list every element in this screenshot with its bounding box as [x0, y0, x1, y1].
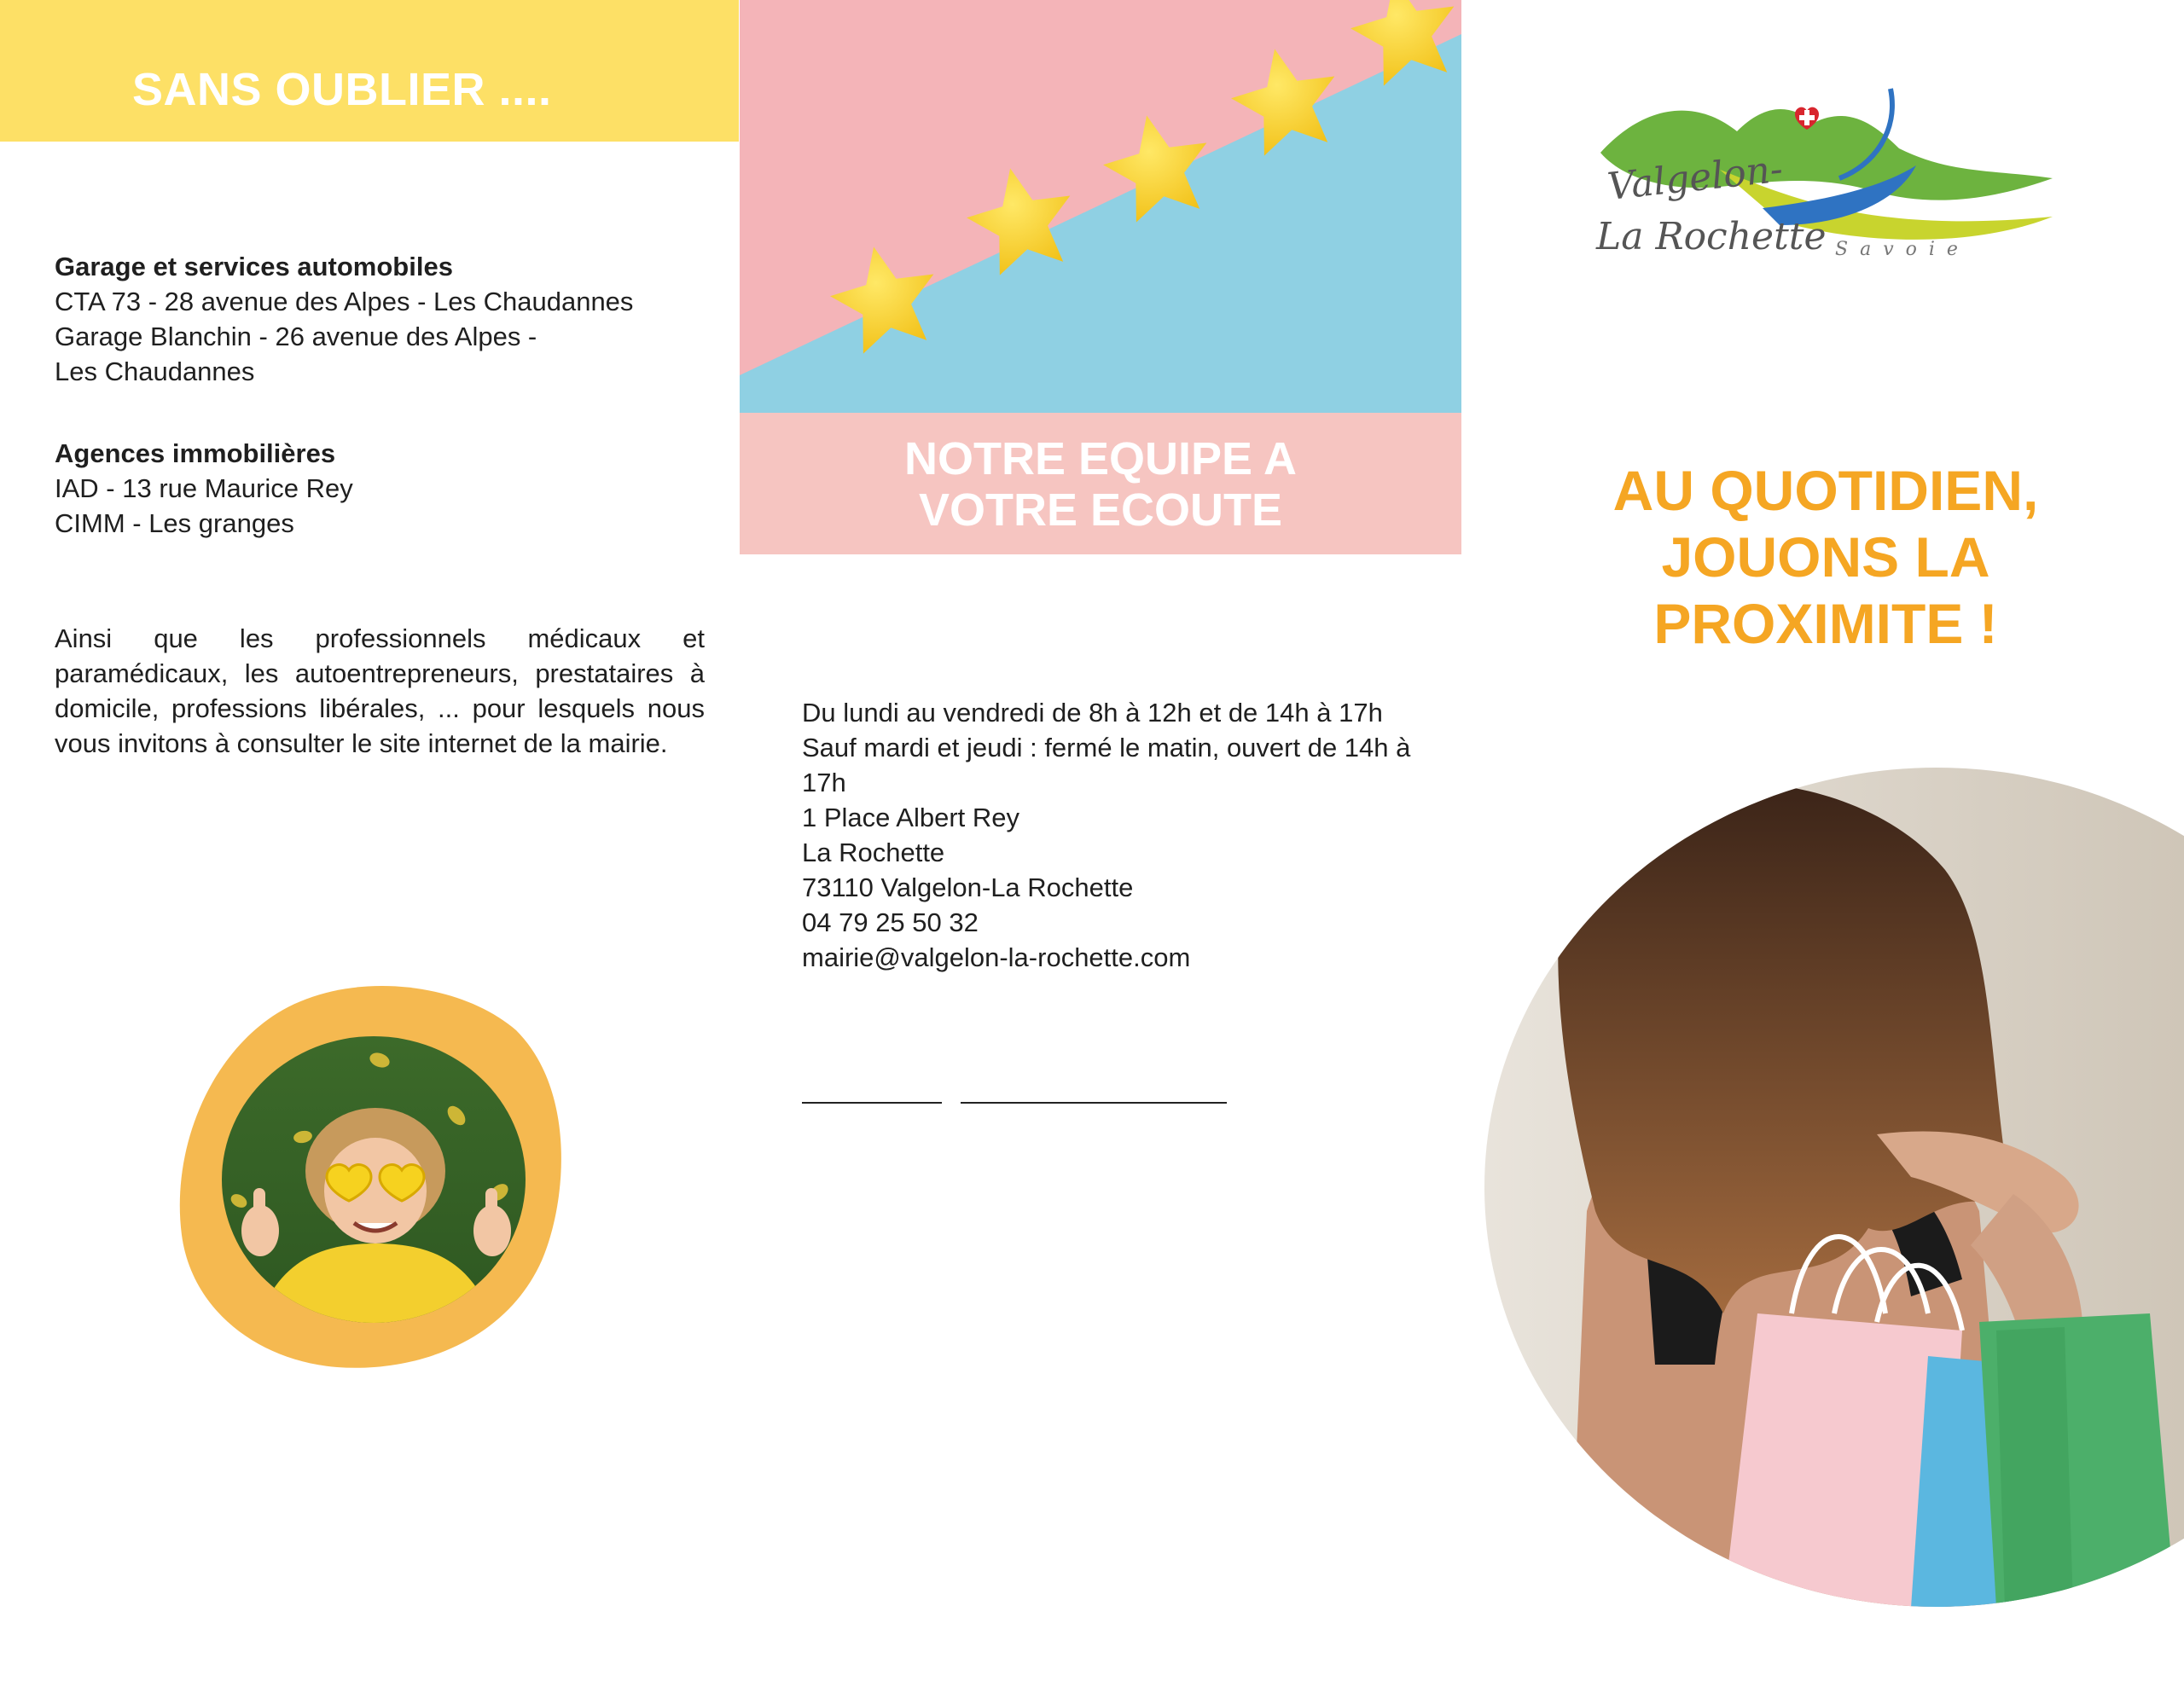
- logo-subtext: Savoie: [1835, 239, 1970, 260]
- tagline-line: JOUONS LA: [1661, 525, 1990, 588]
- stars-illustration: [740, 0, 1461, 413]
- agencies-heading: Agences immobilières: [55, 438, 336, 468]
- logo-text-line2: La Rochette: [1596, 215, 1827, 258]
- valgelon-logo: [1592, 72, 2061, 268]
- garage-line: CTA 73 - 28 avenue des Alpes - Les Chaudannes: [55, 287, 634, 316]
- team-banner-title: [740, 433, 1461, 536]
- team-banner-line: VOTRE ECOUTE: [918, 484, 1283, 536]
- divider-line: [961, 1102, 1227, 1104]
- sans-oublier-title: SANS OUBLIER ....: [132, 64, 552, 115]
- child-photo: [175, 979, 576, 1373]
- garage-line: Garage Blanchin - 26 avenue des Alpes -: [55, 322, 537, 351]
- logo-text-line1: Valgelon-: [1605, 147, 1786, 209]
- contact-block: [802, 695, 1416, 975]
- address-line: 73110 Valgelon-La Rochette: [802, 872, 1134, 902]
- garage-section: [55, 249, 633, 389]
- team-banner-line: NOTRE EQUIPE A: [903, 433, 1298, 484]
- professionals-paragraph: Ainsi que les professionnels médicaux et paramédicaux, les autoentrepreneurs, prestataires à domicile, professions libérales, ... pour lesquels nous vous invitons à consulter le site internet de la mairie.: [55, 623, 705, 758]
- team-banner: [740, 413, 1461, 554]
- agencies-section: [55, 436, 353, 541]
- address-line: La Rochette: [802, 838, 945, 867]
- divider-line: [802, 1102, 942, 1104]
- garage-heading: Garage et services automobiles: [55, 252, 453, 281]
- shopping-woman-photo: [1467, 768, 2184, 1608]
- phone-number: 04 79 25 50 32: [802, 907, 979, 937]
- opening-exception: Sauf mardi et jeudi : fermé le matin, ouvert de 14h à 17h: [802, 733, 1411, 797]
- opening-hours: Du lundi au vendredi de 8h à 12h et de 14h à 17h: [802, 698, 1383, 728]
- address-line: 1 Place Albert Rey: [802, 803, 1020, 832]
- five-stars-photo: [740, 0, 1461, 413]
- tagline: [1527, 457, 2124, 657]
- tagline-line: PROXIMITE !: [1653, 592, 1998, 655]
- email-address: mairie@valgelon-la-rochette.com: [802, 942, 1191, 972]
- agencies-line: CIMM - Les granges: [55, 508, 294, 538]
- tagline-line: AU QUOTIDIEN,: [1612, 459, 2039, 522]
- agencies-line: IAD - 13 rue Maurice Rey: [55, 473, 353, 503]
- garage-line: Les Chaudannes: [55, 357, 255, 386]
